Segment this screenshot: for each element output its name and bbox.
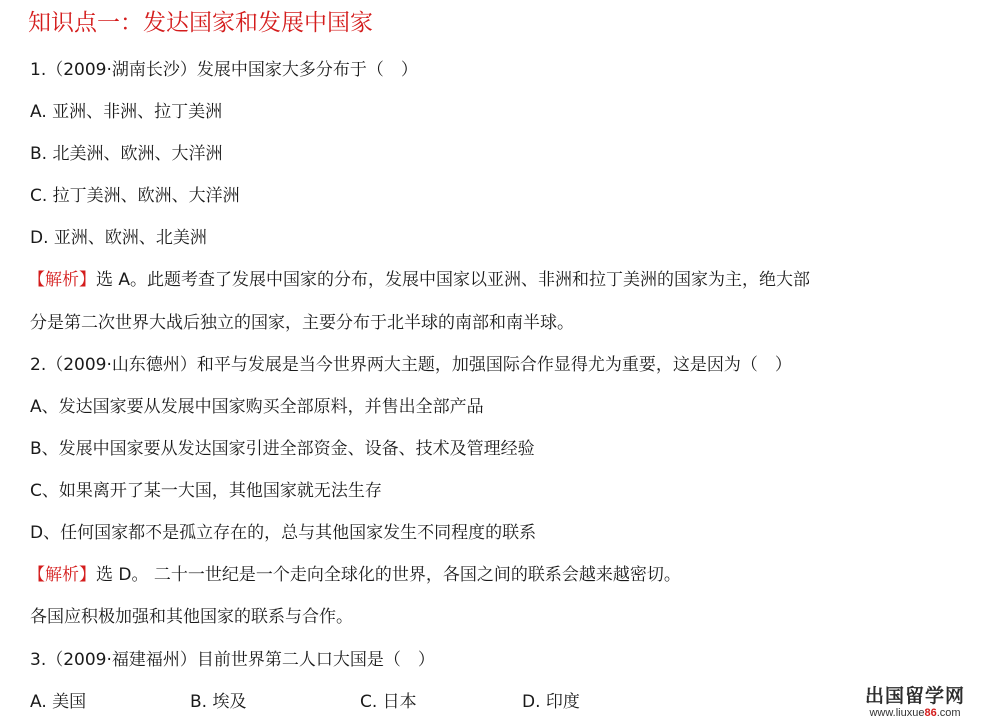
analysis-tag: 【解析】 [28,565,96,585]
site-watermark [851,685,979,723]
question-1-stem: 1.（2009·湖南长沙）发展中国家大多分布于（ ） [30,60,418,80]
watermark-url: www.liuxue86.com [869,707,961,719]
section-title: 知识点一：发达国家和发展中国家 [28,10,373,36]
question-1-option-c: C. 拉丁美洲、欧洲、大洋洲 [30,186,240,206]
question-1-analysis [28,269,810,291]
question-2-option-b: B、发展中国家要从发达国家引进全部资金、设备、技术及管理经验 [30,439,535,459]
analysis-tag: 【解析】 [28,270,96,290]
question-1-option-a: A. 亚洲、非洲、拉丁美洲 [30,102,223,122]
question-3-option-c: C. 日本 [360,692,417,712]
analysis-text: 选 A。此题考查了发展中国家的分布，发展中国家以亚洲、非洲和拉丁美洲的国家为主，绝大部 [96,270,811,290]
question-3-options [30,691,670,713]
question-1-analysis-cont: 分是第二次世界大战后独立的国家，主要分布于北半球的南部和南半球。 [30,313,574,333]
question-3-stem: 3.（2009·福建福州）目前世界第二人口大国是（ ） [30,650,435,670]
question-2-option-a: A、发达国家要从发展中国家购买全部原料，并售出全部产品 [30,397,484,417]
question-3-option-d: D. 印度 [522,692,580,712]
question-2-analysis-cont: 各国应积极加强和其他国家的联系与合作。 [30,607,353,627]
question-2-analysis [28,564,681,586]
analysis-text: 选 D。 二十一世纪是一个走向全球化的世界，各国之间的联系会越来越密切。 [96,565,681,585]
question-3-option-a: A. 美国 [30,692,87,712]
question-1-option-b: B. 北美洲、欧洲、大洋洲 [30,144,223,164]
question-2-stem: 2.（2009·山东德州）和平与发展是当今世界两大主题，加强国际合作显得尤为重要，这是因为（ ） [30,355,792,375]
question-3-option-b: B. 埃及 [190,692,247,712]
question-2-option-d: D、任何国家都不是孤立存在的，总与其他国家发生不同程度的联系 [30,523,537,543]
question-1-option-d: D. 亚洲、欧洲、北美洲 [30,228,207,248]
watermark-logo-text: 出国留学网 [864,685,965,707]
question-2-option-c: C、如果离开了某一大国，其他国家就无法生存 [30,481,382,501]
